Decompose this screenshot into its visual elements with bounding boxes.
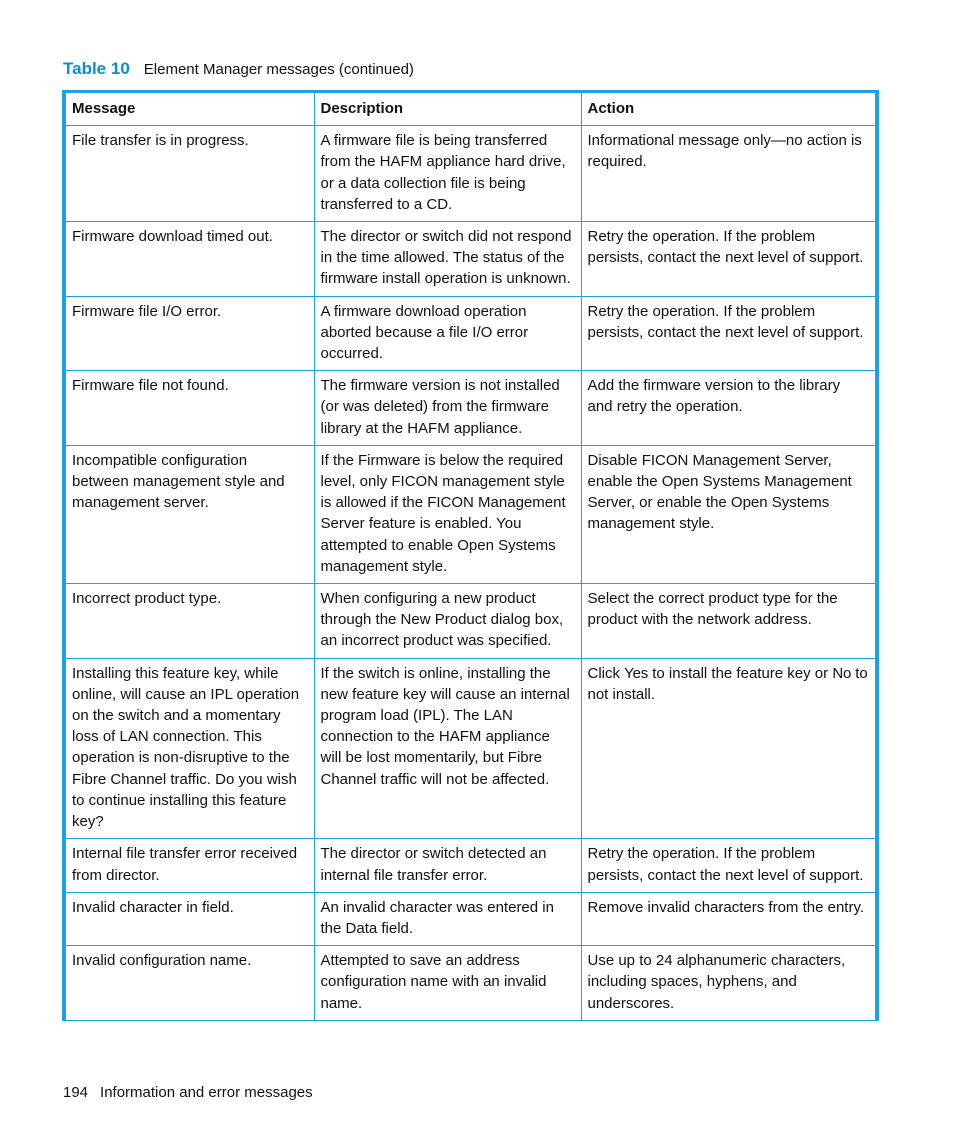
page-number: 194 [63, 1084, 89, 1101]
cell-message: Invalid configuration name. [66, 946, 314, 1020]
cell-action: Retry the operation. If the problem persists, contact the next level of support. [581, 296, 875, 371]
table-row [66, 445, 875, 583]
cell-description: A firmware download operation aborted because a file I/O error occurred. [314, 296, 581, 371]
cell-action: Add the firmware version to the library and retry the operation. [581, 371, 875, 446]
table-row [66, 946, 875, 1020]
cell-description: An invalid character was entered in the Data field. [314, 892, 581, 945]
table-row [66, 296, 875, 371]
cell-message: Firmware download timed out. [66, 222, 314, 297]
action-text-after: to not install. [587, 664, 868, 703]
cell-action: Use up to 24 alphanumeric characters, including spaces, hyphens, and underscores. [581, 946, 875, 1020]
action-text-before: Click [587, 664, 625, 682]
cell-description: A firmware file is being transferred from the HAFM appliance hard drive, or a data collection file is being transferred to a CD. [314, 126, 581, 222]
action-text-middle: to install the feature key or [648, 664, 833, 682]
messages-table [62, 90, 879, 1021]
table-row [66, 839, 875, 892]
cell-description: The firmware version is not installed (or was deleted) from the firmware library at the HAFM appliance. [314, 371, 581, 446]
table-row [66, 584, 875, 659]
cell-description: If the Firmware is below the required level, only FICON management style is allowed if the FICON Management Server feature is enabled. You attempted to enable Open Systems management style. [314, 445, 581, 583]
table-row [66, 126, 875, 222]
table-row [66, 222, 875, 297]
table-row [66, 371, 875, 446]
table-caption [63, 58, 414, 81]
header-description: Description [314, 93, 581, 126]
cell-action [581, 658, 875, 839]
cell-description: If the switch is online, installing the new feature key will cause an internal program load (IPL). The LAN connection to the HAFM appliance will be lost momentarily, but Fibre Channel traffic will not be affected. [314, 658, 581, 839]
page-footer [63, 1082, 313, 1104]
cell-message: Incompatible configuration between management style and management server. [66, 445, 314, 583]
cell-description: The director or switch detected an internal file transfer error. [314, 839, 581, 892]
cell-description: The director or switch did not respond in the time allowed. The status of the firmware install operation is unknown. [314, 222, 581, 297]
cell-action: Retry the operation. If the problem persists, contact the next level of support. [581, 222, 875, 297]
cell-message: Firmware file not found. [66, 371, 314, 446]
table-title: Element Manager messages (continued) [143, 61, 414, 78]
cell-message: Incorrect product type. [66, 584, 314, 659]
cell-description: Attempted to save an address configuration name with an invalid name. [314, 946, 581, 1020]
header-action: Action [581, 93, 875, 126]
cell-message: Firmware file I/O error. [66, 296, 314, 371]
table-row [66, 658, 875, 839]
header-message: Message [66, 93, 314, 126]
table-number: Table 10 [63, 59, 130, 78]
table-row [66, 892, 875, 945]
cell-action: Remove invalid characters from the entry. [581, 892, 875, 945]
cell-action: Select the correct product type for the product with the network address. [581, 584, 875, 659]
cell-action: Retry the operation. If the problem persists, contact the next level of support. [581, 839, 875, 892]
cell-action: Disable FICON Management Server, enable the Open Systems Management Server, or enable the Open Systems management style. [581, 445, 875, 583]
cell-message: Internal file transfer error received from director. [66, 839, 314, 892]
cell-message: Invalid character in field. [66, 892, 314, 945]
cell-description: When configuring a new product through the New Product dialog box, an incorrect product was specified. [314, 584, 581, 659]
footer-section-title: Information and error messages [100, 1084, 313, 1101]
table-header-row [66, 93, 875, 126]
cell-message: File transfer is in progress. [66, 126, 314, 222]
cell-action: Informational message only—no action is required. [581, 126, 875, 222]
no-keyword: No [832, 664, 852, 682]
cell-message: Installing this feature key, while online, will cause an IPL operation on the switch and a momentary loss of LAN connection. This operation is non-disruptive to the Fibre Channel traffic. Do you wish to continue installing this feature key? [66, 658, 314, 839]
yes-keyword: Yes [624, 664, 649, 682]
